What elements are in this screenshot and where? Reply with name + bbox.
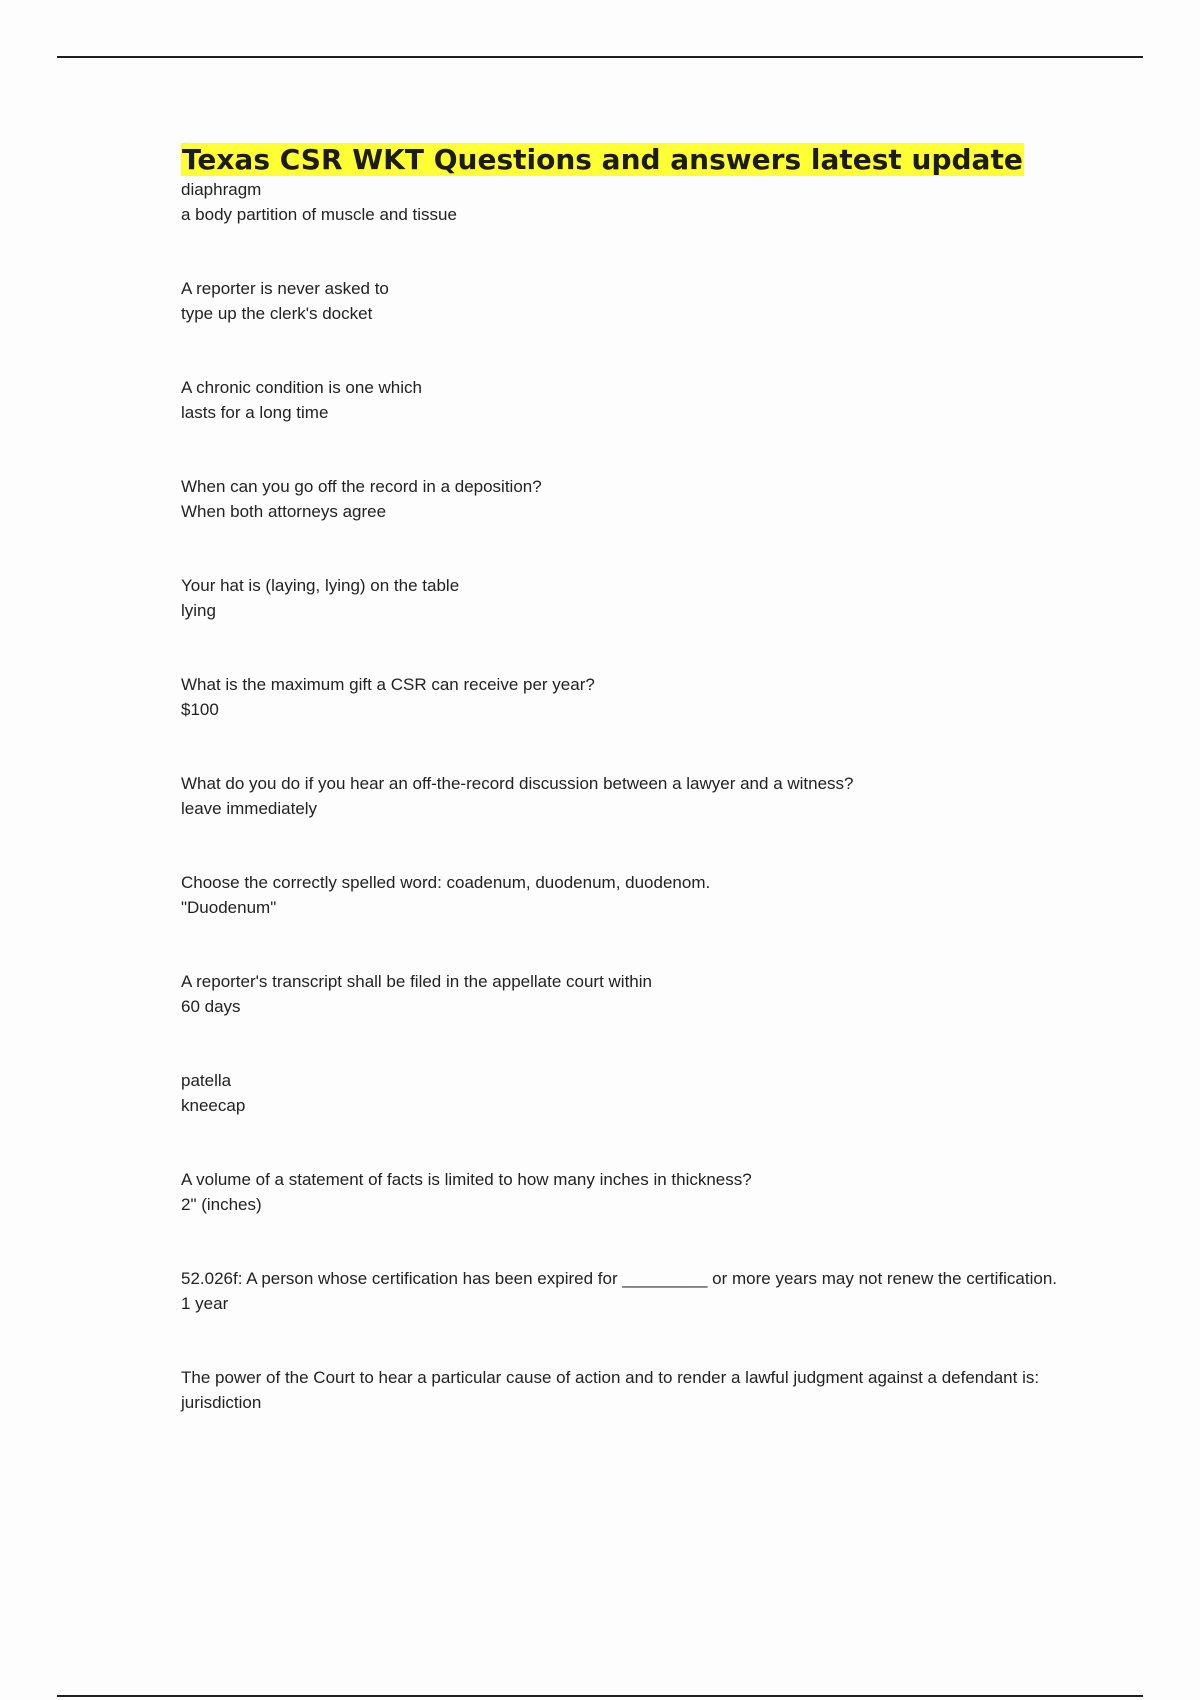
qa-item	[181, 475, 1061, 524]
answer-text: lasts for a long time	[181, 402, 329, 422]
document-body	[181, 143, 1061, 1465]
footer-rule	[57, 1695, 1143, 1697]
answer-text: When both attorneys agree	[181, 501, 387, 521]
question-text: 52.026f: A person whose certification has been expired for _________ or more years may not renew the certification.	[181, 1269, 1058, 1288]
answer-text: 1 year	[181, 1293, 229, 1313]
qa-list	[181, 178, 1061, 1415]
qa-item	[181, 178, 1061, 227]
question-text: diaphragm	[181, 180, 262, 199]
question-text: What is the maximum gift a CSR can receive per year?	[181, 675, 595, 694]
answer-text: 60 days	[181, 996, 241, 1016]
qa-item	[181, 376, 1061, 425]
qa-item	[181, 871, 1061, 920]
question-text: The power of the Court to hear a particular cause of action and to render a lawful judgment against a defendant is:	[181, 1368, 1040, 1387]
question-text: A volume of a statement of facts is limited to how many inches in thickness?	[181, 1170, 752, 1189]
question-text: When can you go off the record in a deposition?	[181, 477, 542, 496]
question-text: Your hat is (laying, lying) on the table	[181, 576, 460, 595]
question-text: A reporter is never asked to	[181, 279, 389, 298]
qa-item	[181, 772, 1061, 821]
question-text: patella	[181, 1071, 232, 1090]
qa-item	[181, 1366, 1061, 1415]
answer-text: lying	[181, 600, 216, 620]
document-title	[181, 143, 1061, 176]
qa-item	[181, 673, 1061, 722]
question-text: What do you do if you hear an off-the-record discussion between a lawyer and a witness?	[181, 774, 854, 793]
qa-item	[181, 1069, 1061, 1118]
qa-item	[181, 970, 1061, 1019]
qa-item	[181, 1168, 1061, 1217]
qa-item	[181, 1267, 1061, 1316]
answer-text: leave immediately	[181, 798, 318, 818]
question-text: Choose the correctly spelled word: coadenum, duodenum, duodenom.	[181, 873, 711, 892]
header-rule	[57, 56, 1143, 58]
answer-text: jurisdiction	[181, 1392, 262, 1412]
qa-item	[181, 574, 1061, 623]
qa-item	[181, 277, 1061, 326]
document-title-text: Texas CSR WKT Questions and answers latest update	[182, 143, 1023, 176]
answer-text: type up the clerk's docket	[181, 303, 373, 323]
answer-text: "Duodenum"	[181, 897, 277, 917]
answer-text: $100	[181, 699, 219, 719]
answer-text: kneecap	[181, 1095, 246, 1115]
answer-text: a body partition of muscle and tissue	[181, 204, 457, 224]
question-text: A reporter's transcript shall be filed in the appellate court within	[181, 972, 652, 991]
answer-text: 2" (inches)	[181, 1194, 262, 1214]
question-text: A chronic condition is one which	[181, 378, 422, 397]
